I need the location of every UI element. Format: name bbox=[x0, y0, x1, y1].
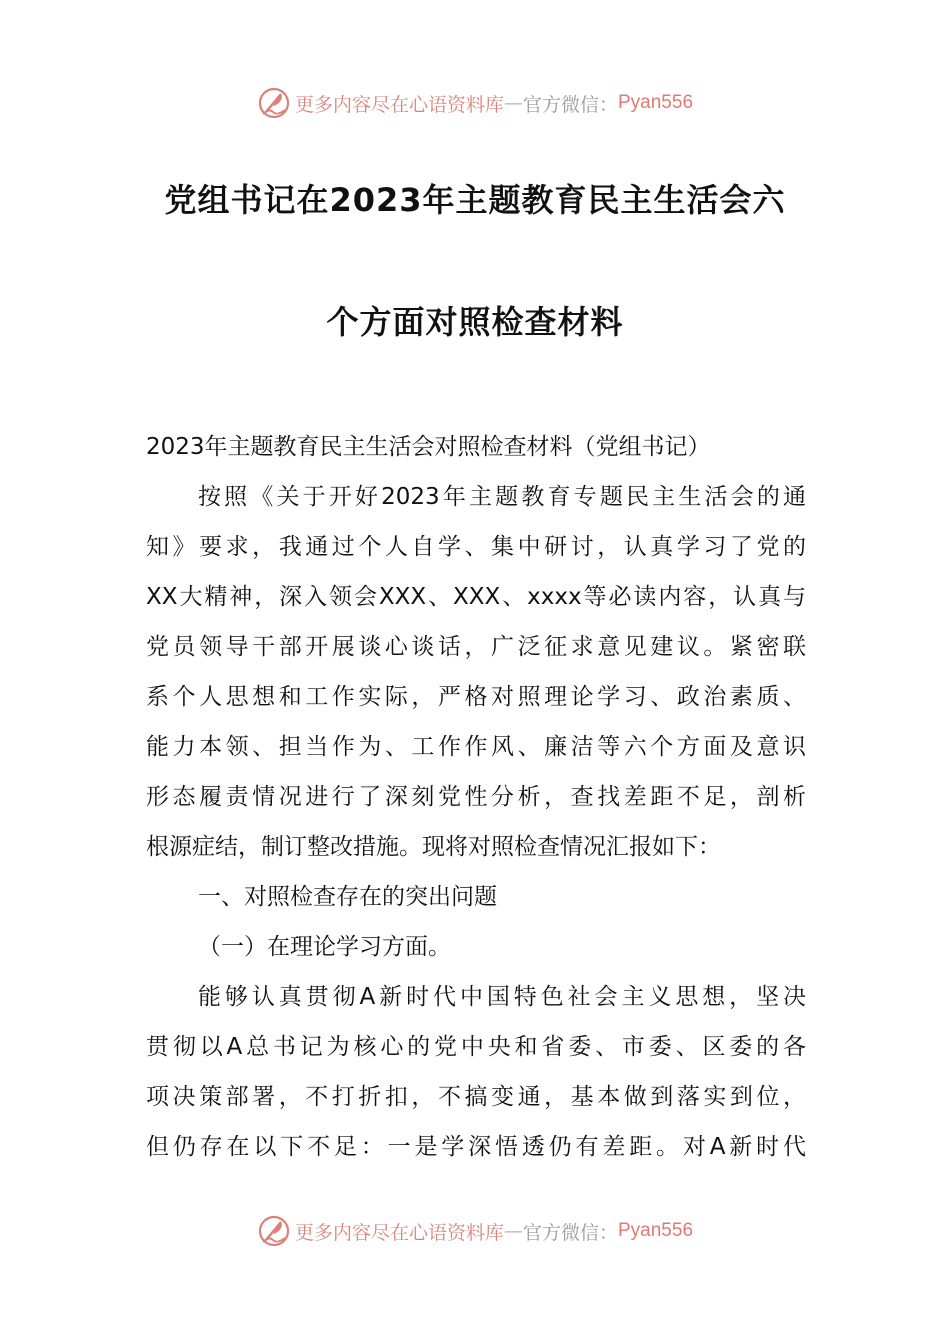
watermark-separator: — bbox=[503, 92, 523, 114]
document-subtitle: 2023年主题教育民主生活会对照检查材料（党组书记） bbox=[146, 434, 711, 460]
quill-logo-icon bbox=[257, 86, 291, 120]
paragraph-1-line: 知》要求，我通过个人自学、集中研讨，认真学习了党的 bbox=[146, 534, 806, 560]
watermark-separator: — bbox=[503, 1220, 523, 1242]
watermark-wechat-label: 官方微信： bbox=[522, 1221, 618, 1244]
section-heading: 一、对照检查存在的突出问题 bbox=[198, 884, 497, 910]
paragraph-1-line: 根源症结，制订整改措施。现将对照检查情况汇报如下： bbox=[146, 834, 721, 860]
paragraph-2-line: 项决策部署，不打折扣，不搞变通，基本做到落实到位， bbox=[146, 1084, 806, 1110]
watermark-banner-bottom bbox=[0, 1211, 950, 1251]
paragraph-1-line: 能力本领、担当作为、工作作风、廉洁等六个方面及意识 bbox=[146, 734, 806, 760]
watermark-banner-top bbox=[0, 83, 950, 123]
paragraph-2-line: 贯彻以A总书记为核心的党中央和省委、市委、区委的各 bbox=[146, 1034, 806, 1060]
paragraph-1-line: 党员领导干部开展谈心谈话，广泛征求意见建议。紧密联 bbox=[146, 634, 806, 660]
paragraph-1-line: 形态履责情况进行了深刻党性分析，查找差距不足，剖析 bbox=[146, 784, 806, 810]
document-title-line-2: 个方面对照检查材料 bbox=[326, 303, 624, 341]
paragraph-2-line: 但仍存在以下不足：一是学深悟透仍有差距。对A新时代 bbox=[146, 1134, 806, 1160]
paragraph-1-line: 按照《关于开好2023年主题教育专题民主生活会的通 bbox=[198, 484, 806, 510]
watermark-text: 更多内容尽在心语资料库 bbox=[294, 93, 504, 116]
quill-logo-icon bbox=[257, 1214, 291, 1248]
watermark-wechat-id: Pyan556 bbox=[618, 1220, 694, 1241]
watermark-text: 更多内容尽在心语资料库 bbox=[294, 1221, 504, 1244]
paragraph-1-line: XX大精神，深入领会XXX、XXX、xxxx等必读内容，认真与 bbox=[146, 584, 806, 610]
document-title-line-1: 党组书记在2023年主题教育民主生活会六 bbox=[164, 181, 786, 219]
paragraph-1-line: 系个人思想和工作实际，严格对照理论学习、政治素质、 bbox=[146, 684, 806, 710]
paragraph-2-line: 能够认真贯彻A新时代中国特色社会主义思想，坚决 bbox=[198, 984, 806, 1010]
subsection-heading: （一）在理论学习方面。 bbox=[198, 934, 451, 960]
watermark-wechat-id: Pyan556 bbox=[618, 92, 694, 113]
watermark-wechat-label: 官方微信： bbox=[522, 93, 618, 116]
